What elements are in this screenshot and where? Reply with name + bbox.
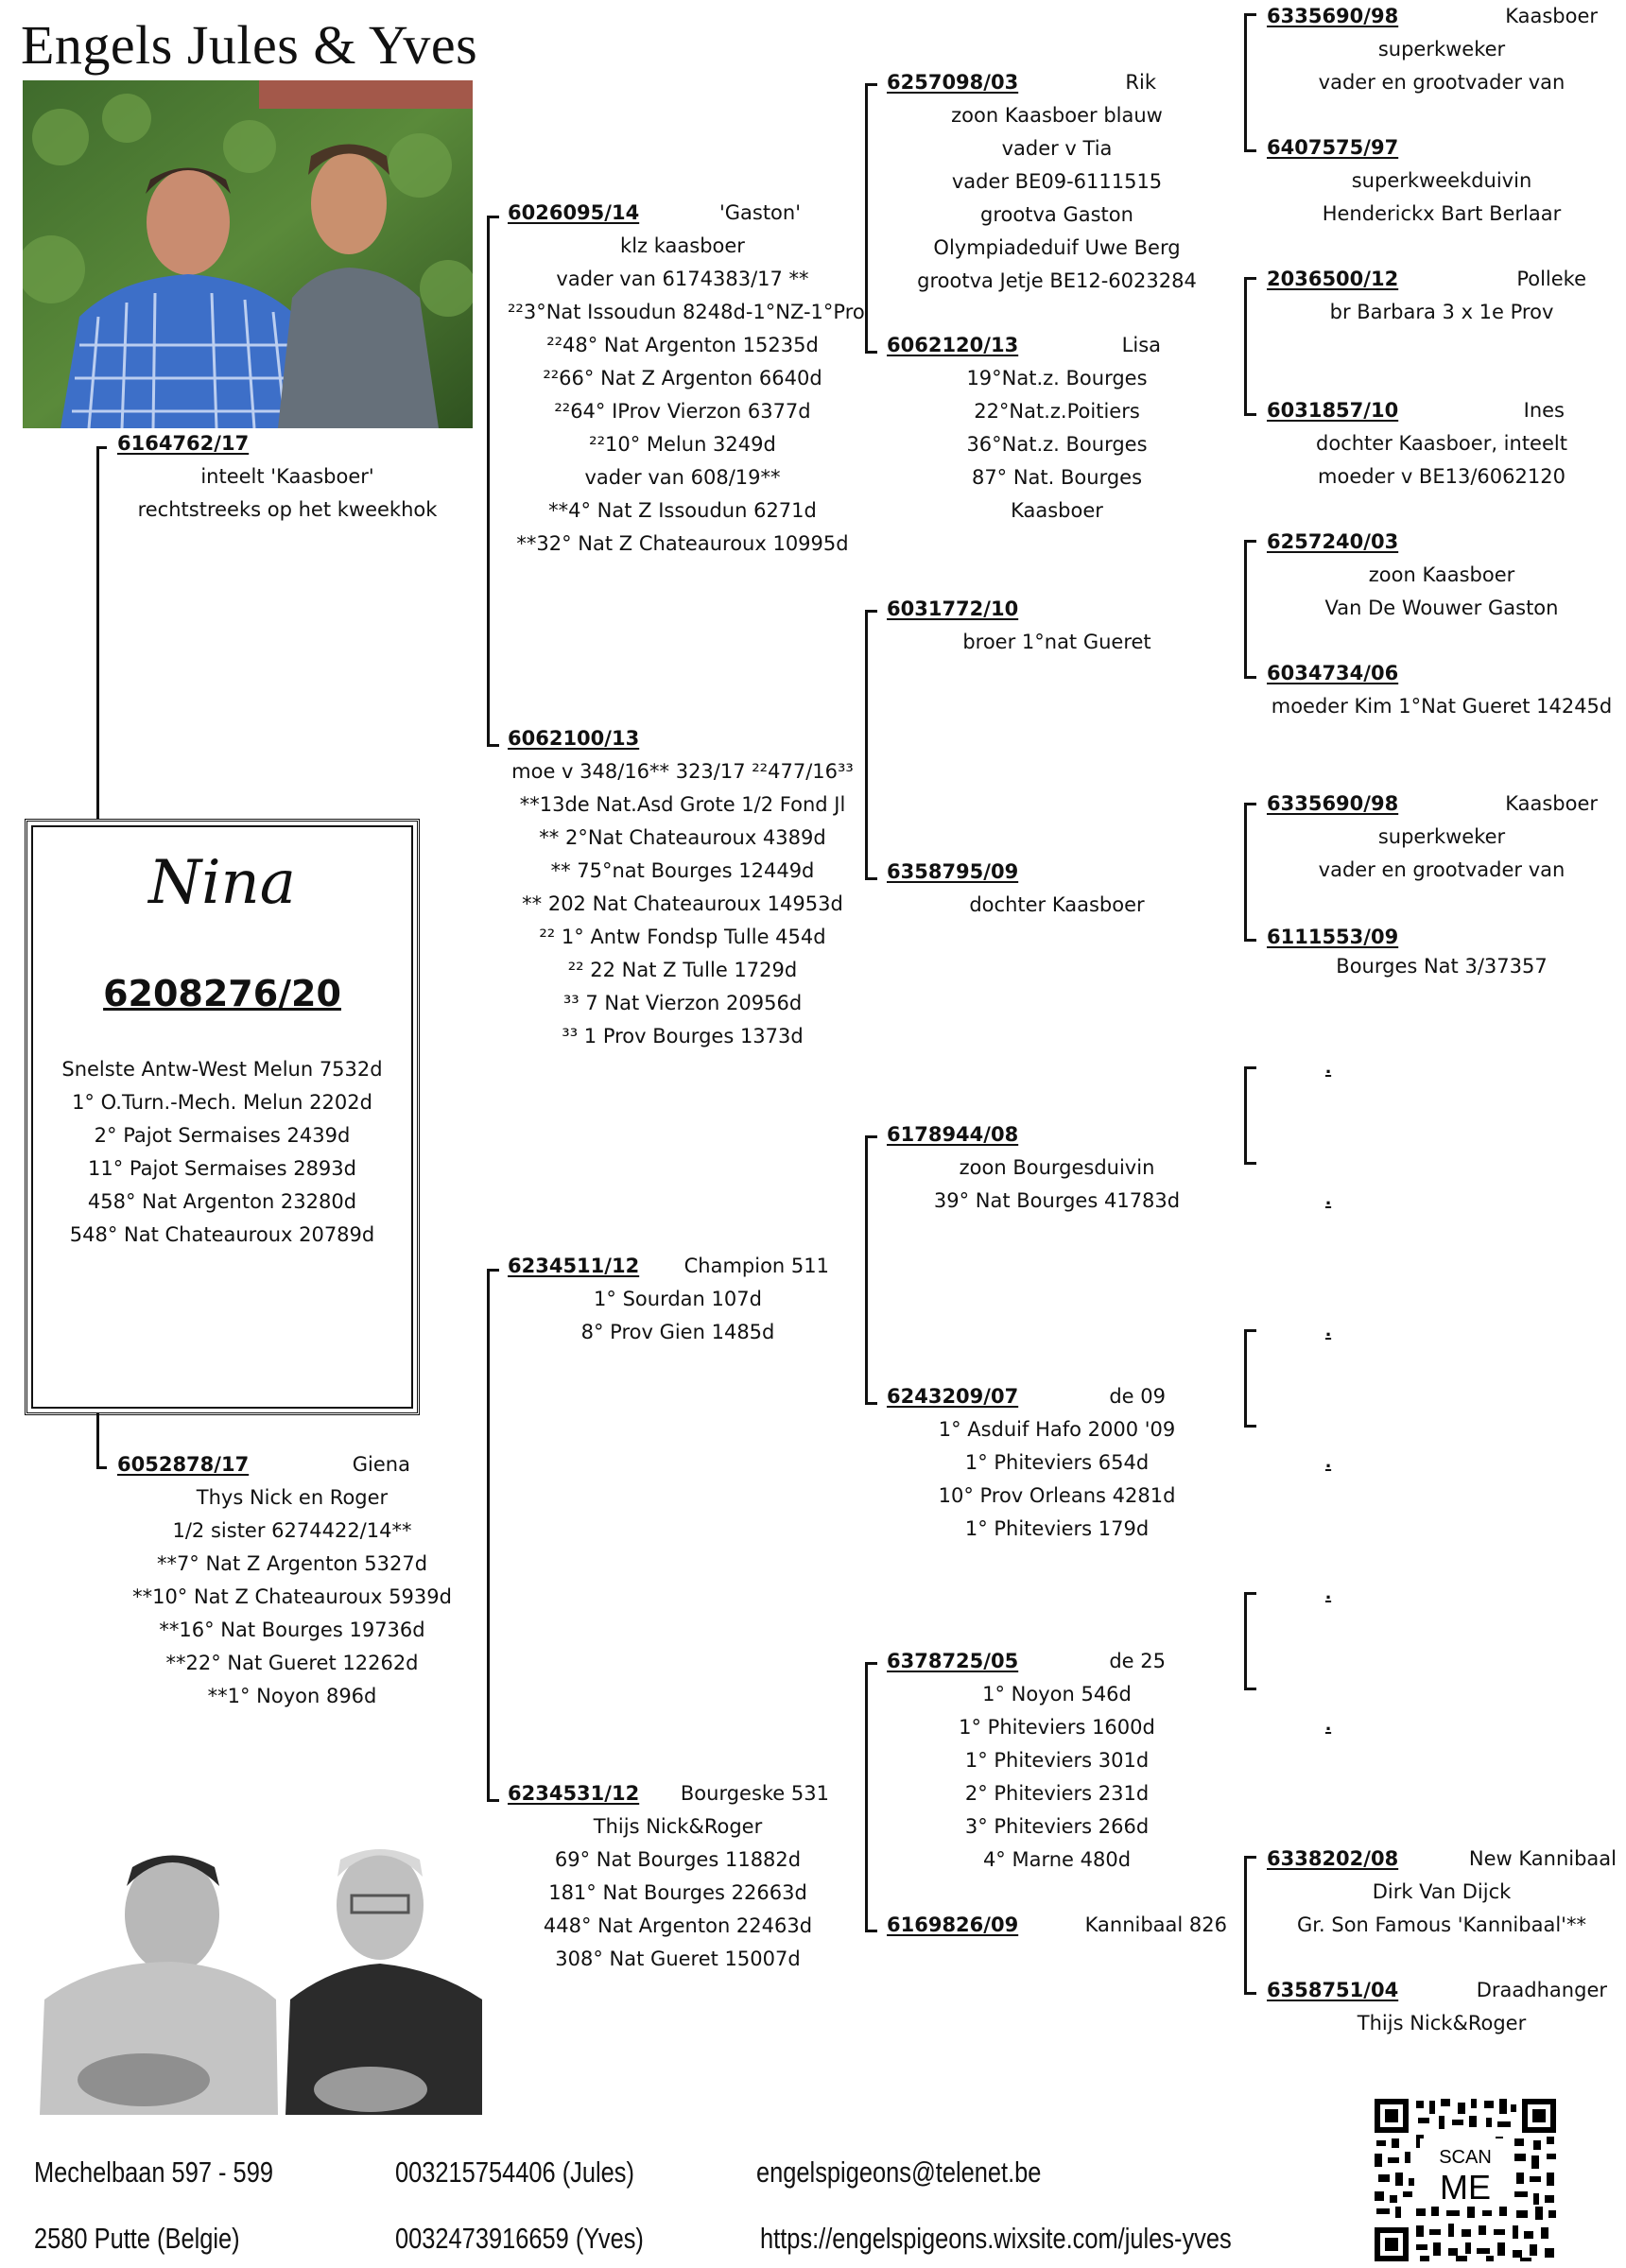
email-link[interactable]: engelspigeons@telenet.be <box>756 2155 1042 2189</box>
connector <box>96 1466 107 1469</box>
entry-line: br Barbara 3 x 1e Prov <box>1329 301 1554 323</box>
entry-line: **22° Nat Gueret 12262d <box>165 1652 419 1674</box>
pedigree-entry <box>1267 921 1617 983</box>
entry-line: vader en grootvader van <box>1318 858 1565 881</box>
pedigree-entry <box>1267 263 1617 329</box>
nickname: de 25 <box>1109 1650 1166 1672</box>
result-line: 548° Nat Chateauroux 20789d <box>69 1223 375 1246</box>
nickname: Champion 511 <box>683 1255 829 1277</box>
pedigree-entry <box>887 1645 1227 1877</box>
bracket <box>865 610 877 880</box>
entry-line: ²²3°Nat Issoudun 8248d-1°NZ-1°Pro <box>508 301 865 323</box>
empty-entry-placeholder: . <box>1325 1711 1332 1735</box>
entry-line: ³³ 7 Nat Vierzon 20956d <box>562 992 803 1014</box>
ring-number: 6234531/12 <box>508 1782 640 1805</box>
bracket <box>865 1135 877 1405</box>
ring-number: 6062120/13 <box>887 334 1019 356</box>
entry-line: superkweekduivin <box>1351 169 1532 192</box>
entry-line: ²² 1° Antw Fondsp Tulle 454d <box>539 926 826 948</box>
ring-number: 6178944/08 <box>887 1123 1019 1146</box>
entry-line: 19°Nat.z. Bourges <box>966 367 1148 390</box>
connector <box>96 1412 99 1469</box>
bracket <box>1244 1066 1256 1165</box>
ring-number: 6031772/10 <box>887 597 1019 620</box>
entry-line: moeder v BE13/6062120 <box>1318 465 1565 488</box>
bracket <box>1244 1592 1256 1690</box>
entry-line: rechtstreeks op het kweekhok <box>137 498 438 521</box>
ring-number: 6358751/04 <box>1267 1979 1399 2001</box>
entry-line: 36°Nat.z. Bourges <box>966 433 1148 456</box>
empty-entry-placeholder: . <box>1325 1448 1332 1472</box>
entry-line: vader en grootvader van <box>1318 71 1565 94</box>
entry-line: ** 2°Nat Chateauroux 4389d <box>539 826 826 849</box>
ring-number: 6062100/13 <box>508 727 640 750</box>
bracket <box>1244 277 1256 416</box>
entry-line: **7° Nat Z Argenton 5327d <box>156 1552 428 1575</box>
entry-line: Gr. Son Famous 'Kannibaal'** <box>1297 1913 1586 1936</box>
entry-line: ²² 22 Nat Z Tulle 1729d <box>567 959 798 981</box>
empty-entry-placeholder: . <box>1325 1186 1332 1209</box>
subject-ring-number: 6208276/20 <box>103 973 341 1014</box>
entry-line: zoon Kaasboer blauw <box>951 104 1163 127</box>
ring-number: 6164762/17 <box>117 432 250 455</box>
pedigree-entry-sire-sire <box>508 197 865 561</box>
qr-code[interactable] <box>1373 2097 1558 2263</box>
bracket <box>1244 1856 1256 1995</box>
entry-line: grootva Gaston <box>980 203 1133 226</box>
entry-line: Thijs Nick&Roger <box>1357 2012 1527 2034</box>
entry-line: 181° Nat Bourges 22663d <box>548 1881 807 1904</box>
bracket <box>1244 13 1256 152</box>
ring-number: 6243209/07 <box>887 1385 1019 1408</box>
phone-jules: 003215754406 (Jules) <box>395 2155 634 2189</box>
pedigree-entry <box>1267 1843 1617 1942</box>
entry-line: 1° Phiteviers 301d <box>964 1749 1150 1772</box>
nickname: New Kannibaal <box>1468 1847 1617 1870</box>
ring-number: 6338202/08 <box>1267 1847 1399 1870</box>
entry-line: Henderickx Bart Berlaar <box>1322 202 1562 225</box>
entry-line: broer 1°nat Gueret <box>962 631 1151 653</box>
empty-entry-placeholder: . <box>1325 1054 1332 1078</box>
entry-line: Kaasboer <box>1011 499 1103 522</box>
entry-line: Thijs Nick&Roger <box>593 1815 763 1838</box>
entry-line: klz kaasboer <box>620 234 745 257</box>
entry-line: 3° Phiteviers 266d <box>964 1815 1150 1838</box>
ring-number: 6257098/03 <box>887 71 1019 94</box>
ring-number: 6407575/97 <box>1267 136 1399 159</box>
entry-line: moeder Kim 1°Nat Gueret 14245d <box>1271 695 1613 718</box>
ring-number: 6234511/12 <box>508 1255 640 1277</box>
nickname: 'Gaston' <box>718 201 801 224</box>
result-line: 458° Nat Argenton 23280d <box>87 1190 357 1213</box>
entry-line: Van De Wouwer Gaston <box>1324 597 1559 619</box>
bracket <box>487 216 499 747</box>
address-line-1: Mechelbaan 597 - 599 <box>34 2155 273 2189</box>
entry-line: ²²48° Nat Argenton 15235d <box>546 334 819 356</box>
entry-line: 2° Phiteviers 231d <box>964 1782 1150 1805</box>
entry-line: ³³ 1 Prov Bourges 1373d <box>562 1025 804 1047</box>
page-title: Engels Jules & Yves <box>21 14 478 76</box>
nickname: Kannibaal 826 <box>1084 1913 1227 1936</box>
ring-number: 2036500/12 <box>1267 268 1399 290</box>
ring-number: 6052878/17 <box>117 1453 250 1476</box>
pedigree-entry-sire <box>117 427 458 527</box>
subject-name: Nina <box>148 848 296 918</box>
nickname: Kaasboer <box>1505 792 1598 815</box>
entry-line: **1° Noyon 896d <box>207 1685 377 1707</box>
ring-number: 6335690/98 <box>1267 792 1399 815</box>
pedigree-entry-dam <box>117 1448 467 1713</box>
entry-line: 22°Nat.z.Poitiers <box>974 400 1140 423</box>
breeders-photo-color <box>23 80 473 428</box>
entry-line: 1° Phiteviers 1600d <box>959 1716 1155 1739</box>
pedigree-entry <box>887 856 1227 922</box>
qr-label-me: ME <box>1440 2168 1491 2207</box>
entry-line: 1° Noyon 546d <box>982 1683 1132 1705</box>
pedigree-entry <box>1267 526 1617 625</box>
entry-line: 69° Nat Bourges 11882d <box>554 1848 802 1871</box>
pedigree-entry-dam-dam <box>508 1777 848 1976</box>
nickname: Kaasboer <box>1505 5 1598 27</box>
pedigree-entry <box>1267 0 1617 99</box>
entry-line: 87° Nat. Bourges <box>971 466 1143 489</box>
bracket <box>1244 803 1256 942</box>
subject-card <box>25 819 420 1415</box>
pedigree-entry <box>887 1909 1227 1942</box>
website-link[interactable]: https://engelspigeons.wixsite.com/jules-yves <box>760 2222 1232 2255</box>
nickname: de 09 <box>1109 1385 1166 1408</box>
entry-line: **13de Nat.Asd Grote 1/2 Fond Jl <box>519 793 846 816</box>
entry-line: Olympiadeduif Uwe Berg <box>933 236 1181 259</box>
entry-line: ²²10° Melun 3249d <box>589 433 776 456</box>
pedigree-entry <box>1267 131 1617 231</box>
ring-number: 6034734/06 <box>1267 662 1399 684</box>
pedigree-entry <box>1267 788 1617 887</box>
entry-line: Bourges Nat 3/37357 <box>1336 955 1548 978</box>
empty-entry-placeholder: . <box>1325 1317 1332 1341</box>
empty-entry-placeholder: . <box>1325 1580 1332 1603</box>
breeders-photo-bw <box>21 1810 484 2115</box>
ring-number: 6031857/10 <box>1267 399 1399 422</box>
entry-line: vader van 608/19** <box>584 466 781 489</box>
bracket <box>865 83 877 354</box>
pedigree-entry <box>1267 657 1617 723</box>
entry-line: vader van 6174383/17 ** <box>556 268 809 290</box>
ring-number: 6111553/09 <box>1267 926 1399 948</box>
entry-line: vader BE09-6111515 <box>951 170 1163 193</box>
pedigree-entry <box>887 329 1227 528</box>
pedigree-entry <box>887 66 1227 298</box>
entry-line: 1/2 sister 6274422/14** <box>172 1519 412 1542</box>
bracket <box>487 1269 499 1802</box>
connector <box>96 446 99 819</box>
ring-number: 6378725/05 <box>887 1650 1019 1672</box>
nickname: Giena <box>352 1453 410 1476</box>
nickname: Bourgeske 531 <box>680 1782 829 1805</box>
ring-number: 6257240/03 <box>1267 530 1399 553</box>
entry-line: moe v 348/16** 323/17 ²²477/16³³ <box>511 760 854 783</box>
entry-line: 8° Prov Gien 1485d <box>580 1321 775 1343</box>
connector <box>98 446 107 449</box>
nickname: Rik <box>1125 71 1156 94</box>
entry-line: 4° Marne 480d <box>982 1848 1132 1871</box>
result-line: 2° Pajot Sermaises 2439d <box>94 1124 351 1147</box>
entry-line: grootva Jetje BE12-6023284 <box>917 269 1197 292</box>
entry-line: **4° Nat Z Issoudun 6271d <box>548 499 817 522</box>
result-line: 11° Pajot Sermaises 2893d <box>87 1157 356 1180</box>
pedigree-entry-sire-dam <box>508 722 857 1053</box>
entry-line: 1° Asduif Hafo 2000 '09 <box>938 1418 1176 1441</box>
entry-line: 308° Nat Gueret 15007d <box>555 1948 801 1970</box>
pedigree-entry <box>1267 1974 1617 2040</box>
entry-line: **10° Nat Z Chateauroux 5939d <box>132 1585 452 1608</box>
ring-number: 6358795/09 <box>887 860 1019 883</box>
entry-line: 10° Prov Orleans 4281d <box>938 1484 1176 1507</box>
phone-yves: 0032473916659 (Yves) <box>395 2222 644 2255</box>
entry-line: ** 202 Nat Chateauroux 14953d <box>522 892 843 915</box>
entry-line: ** 75°nat Bourges 12449d <box>550 859 815 882</box>
bracket <box>865 1662 877 1932</box>
pedigree-entry <box>1267 394 1617 493</box>
entry-line: superkweker <box>1377 825 1506 848</box>
subject-results <box>27 1053 417 1252</box>
nickname: Ines <box>1523 399 1565 422</box>
result-line: 1° O.Turn.-Mech. Melun 2202d <box>72 1091 372 1114</box>
entry-line: 1° Sourdan 107d <box>594 1288 762 1310</box>
entry-line: ²²66° Nat Z Argenton 6640d <box>543 367 822 390</box>
entry-line: inteelt 'Kaasboer' <box>200 465 374 488</box>
entry-line: **32° Nat Z Chateauroux 10995d <box>516 532 849 555</box>
entry-line: 39° Nat Bourges 41783d <box>933 1189 1181 1212</box>
entry-line: 1° Phiteviers 179d <box>964 1517 1150 1540</box>
entry-line: ²²64° IProv Vierzon 6377d <box>554 400 811 423</box>
ring-number: 6026095/14 <box>508 201 640 224</box>
pedigree-entry <box>887 1118 1227 1218</box>
result-line: Snelste Antw-West Melun 7532d <box>61 1058 383 1081</box>
ring-number: 6169826/09 <box>887 1913 1019 1936</box>
bracket <box>1244 1329 1256 1428</box>
pedigree-entry-dam-sire <box>508 1250 848 1349</box>
address-line-2: 2580 Putte (Belgie) <box>34 2222 240 2255</box>
nickname: Polleke <box>1516 268 1586 290</box>
entry-line: dochter Kaasboer <box>969 893 1145 916</box>
pedigree-entry <box>887 593 1227 659</box>
ring-number: 6335690/98 <box>1267 5 1399 27</box>
entry-line: 448° Nat Argenton 22463d <box>543 1914 813 1937</box>
nickname: Draadhanger <box>1476 1979 1607 2001</box>
nickname: Lisa <box>1121 334 1161 356</box>
bracket <box>1244 540 1256 679</box>
entry-line: vader v Tia <box>1001 137 1113 160</box>
entry-line: Thys Nick en Roger <box>196 1486 389 1509</box>
qr-label-scan: SCAN <box>1439 2147 1492 2168</box>
pedigree-entry <box>887 1380 1227 1546</box>
entry-line: zoon Bourgesduivin <box>959 1156 1155 1179</box>
entry-line: dochter Kaasboer, inteelt <box>1316 432 1567 455</box>
entry-line: **16° Nat Bourges 19736d <box>159 1619 425 1641</box>
entry-line: 1° Phiteviers 654d <box>964 1451 1150 1474</box>
entry-line: superkweker <box>1377 38 1506 61</box>
entry-line: Dirk Van Dijck <box>1372 1880 1512 1903</box>
entry-line: zoon Kaasboer <box>1368 563 1515 586</box>
